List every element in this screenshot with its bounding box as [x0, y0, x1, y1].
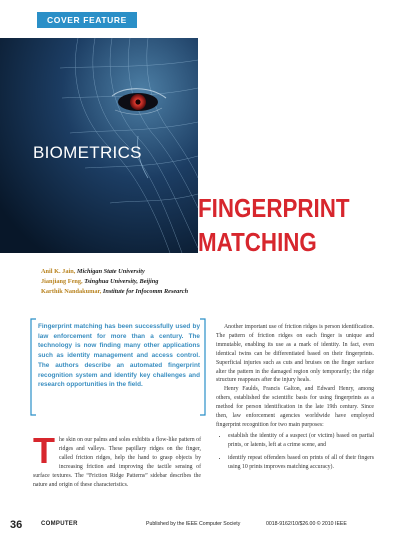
- pull-quote-text: Fingerprint matching has been successfully used by law enforcement for more than a century. The technology is now finding many other applications such as identity management and access control. The authors describe an automated fingerprint recognition system and identify key challenges and research opportunities in the field.: [38, 323, 200, 389]
- page-footer: [0, 513, 400, 550]
- hero-word: BIOMETRICS: [33, 143, 142, 162]
- body-column-right: [216, 323, 374, 476]
- publisher-line: Published by the IEEE Computer Society: [146, 521, 241, 527]
- author-affiliation: Tsinghua University, Beijing: [84, 278, 159, 285]
- author-line: [41, 277, 188, 287]
- body-paragraph: Another important use of friction ridges is person identification. The pattern of friction ridges on each finger is unique and immutable, enabling its use as a mark of identity. In fact, even identical twins can be differentiated based on their fingerprints. Superficial injuries such as cuts and bruises on the finger surface alter the pattern in the damaged region only temporarily; the ridge structure reappears after the injury heals.: [216, 324, 374, 384]
- drop-cap: T: [33, 430, 55, 471]
- article-title-line2: MATCHING: [198, 227, 317, 257]
- author-name: Jianjiang Feng,: [41, 278, 83, 285]
- author-name: Karthik Nandakumar,: [41, 288, 102, 295]
- pull-quote: [30, 318, 206, 416]
- bullet-item: • establish the identity of a suspect (or victim) based on partial prints, or latents, left at a crime scene, and: [228, 432, 374, 450]
- magazine-name: COMPUTER: [41, 521, 78, 527]
- author-affiliation: Michigan State University: [76, 268, 145, 275]
- issn-line: 0018-9162/10/$26.00 © 2010 IEEE: [266, 521, 347, 527]
- author-affiliation: Institute for Infocomm Research: [102, 288, 189, 295]
- article-title-line1: FINGERPRINT: [198, 193, 350, 223]
- intro-paragraph: he skin on our palms and soles exhibits a flow-like pattern of ridges and valleys. These papillary ridges on the finger, called friction ridges, help the hand to grasp objects by increasing friction and improving the tactile sensing of surface textures. The “Friction Ridge Patterns” sidebar describes the nature and origin of these characteristics.: [33, 437, 201, 488]
- body-paragraph: Henry Faulds, Francis Galton, and Edward Henry, among others, established the scientific basis for using fingerprints as a method for person identification in the late 19th century. Since then, law enforcement agencies worldwide have employed fingerprint recognition for two main purposes:: [216, 386, 374, 428]
- author-line: [41, 287, 188, 297]
- author-name: Anil K. Jain,: [41, 268, 76, 275]
- section-tag: COVER FEATURE: [37, 12, 137, 28]
- bullet-item: • identify repeat offenders based on prints of all of their fingers using 10 prints improves matching accuracy).: [228, 454, 374, 472]
- body-column-left: [33, 430, 201, 489]
- bullet-list: [216, 432, 374, 472]
- page-number: 36: [10, 519, 23, 531]
- author-line: [41, 267, 188, 277]
- author-list: [41, 267, 188, 297]
